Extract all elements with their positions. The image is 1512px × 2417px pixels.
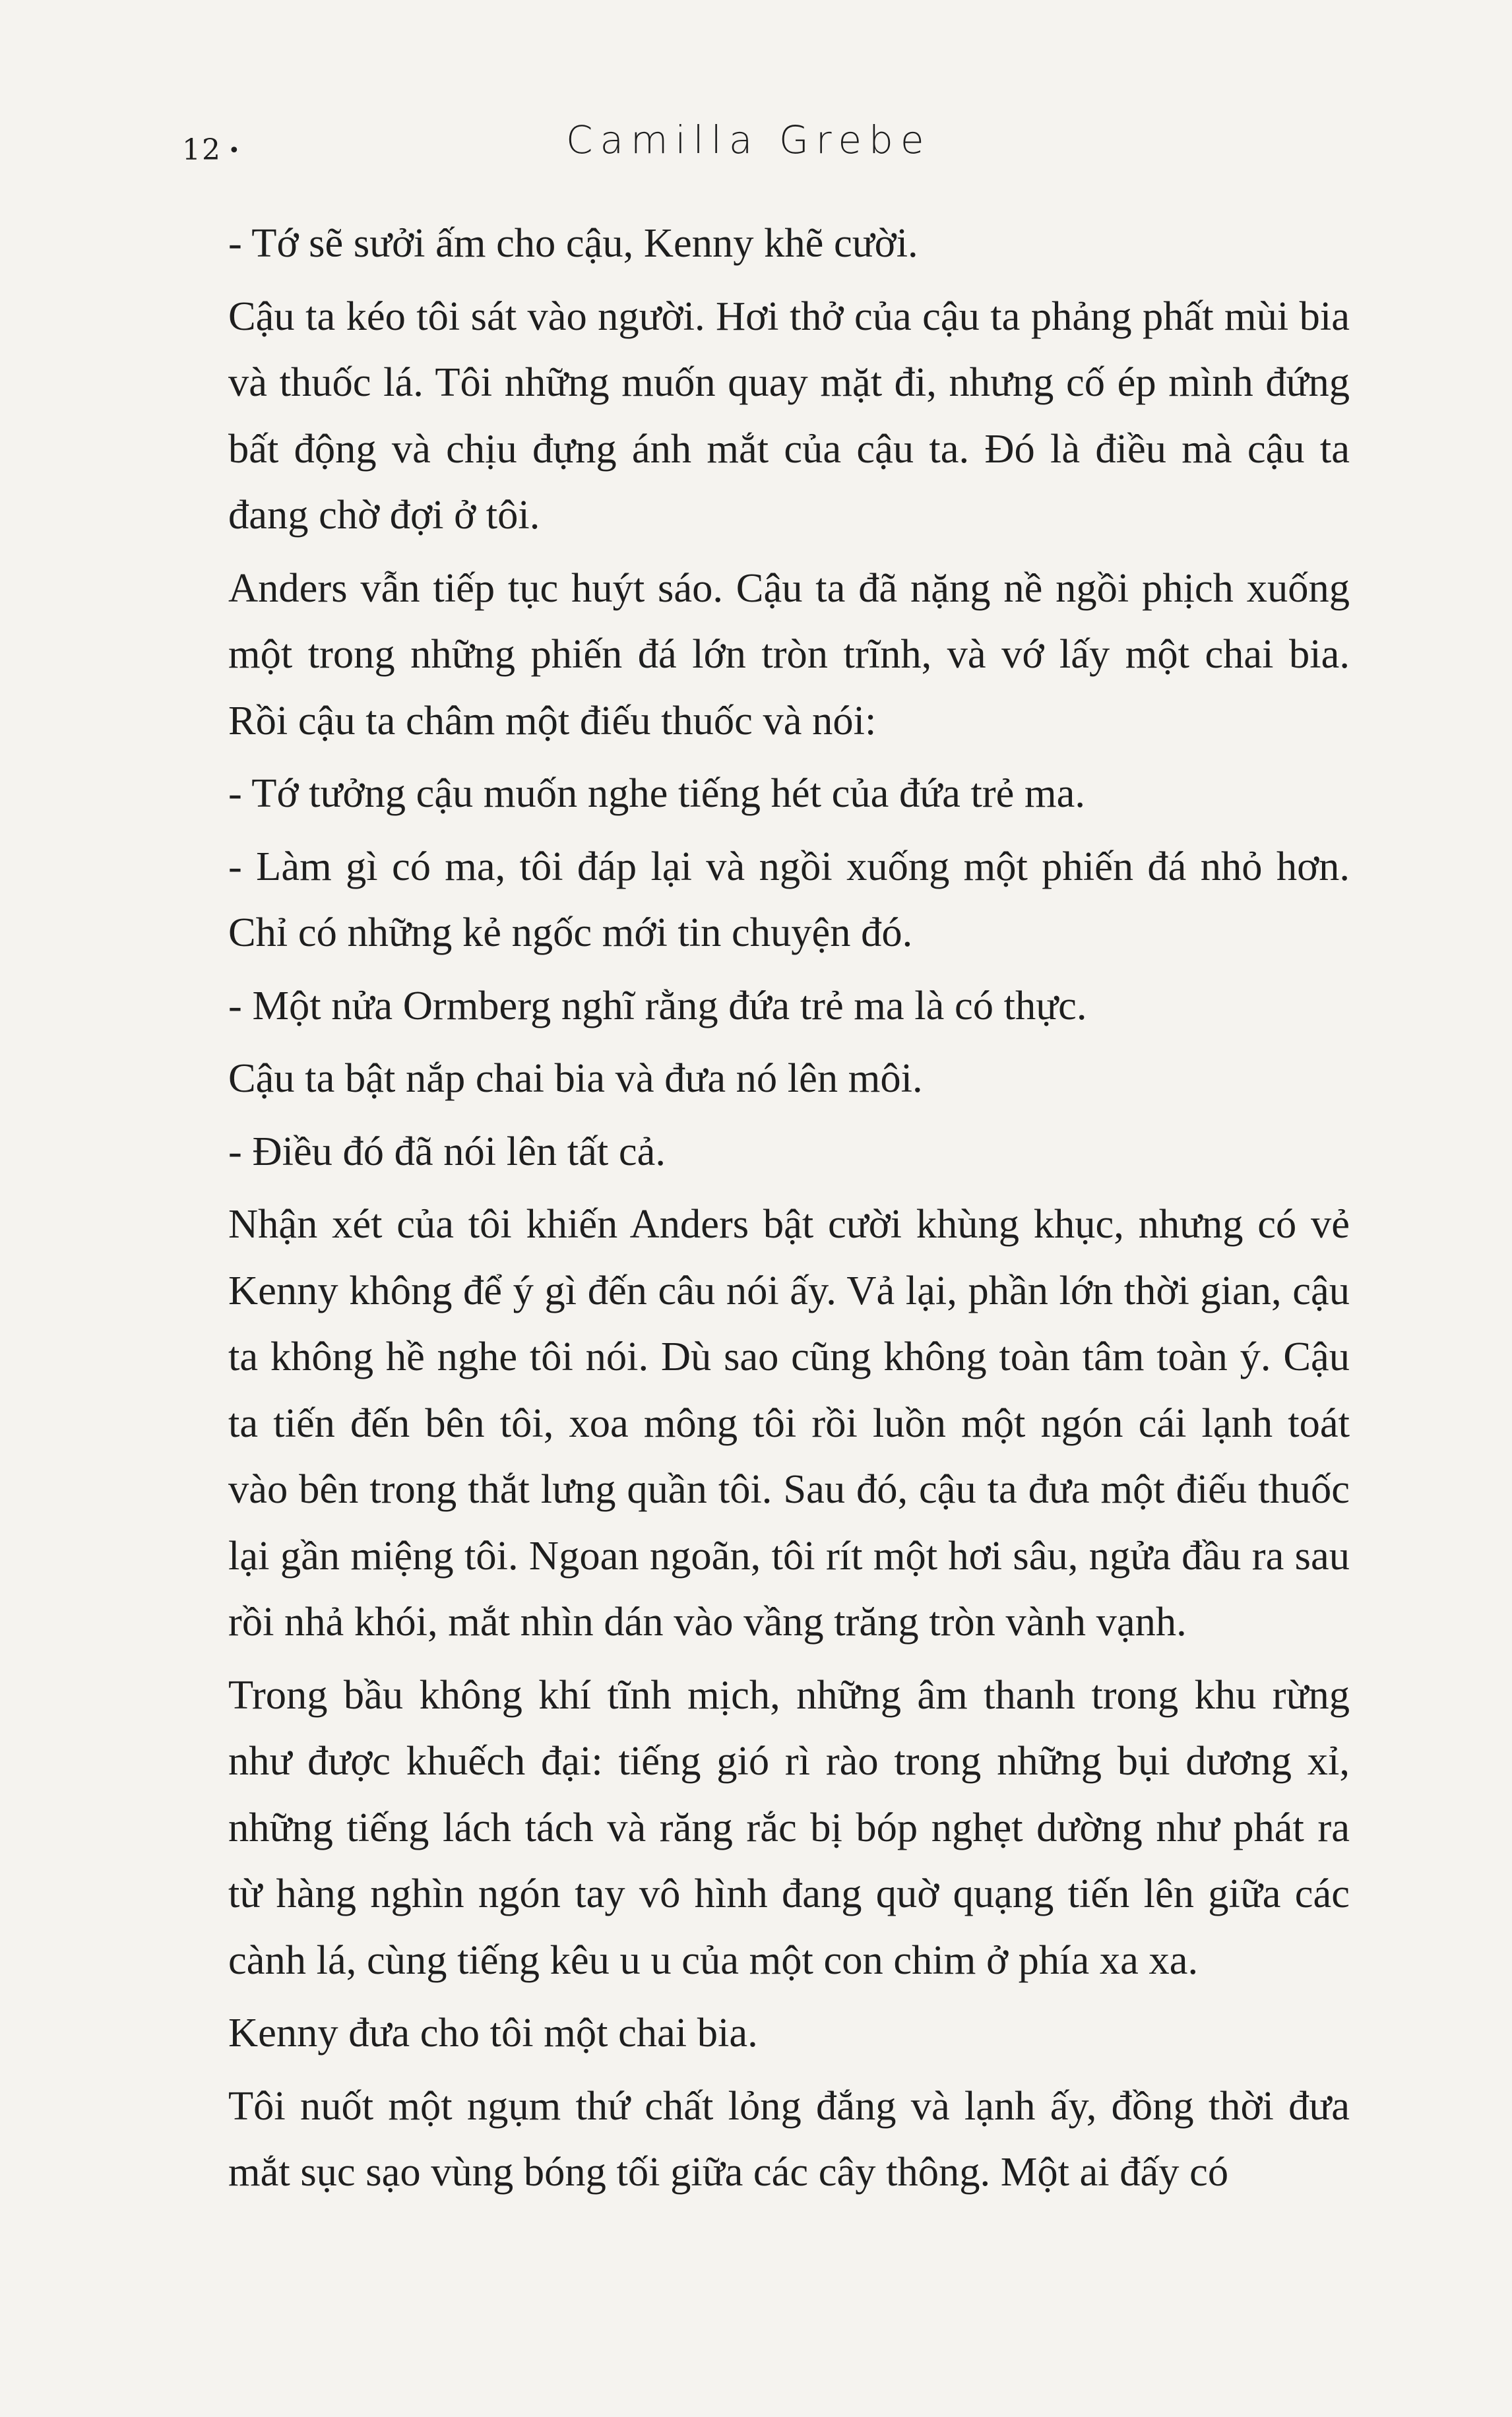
paragraph: - Tớ sẽ sưởi ấm cho cậu, Kenny khẽ cười. — [228, 220, 918, 266]
paragraph: - Làm gì có ma, tôi đáp lại và ngồi xuống một phiến đá nhỏ hơn. Chỉ có những kẻ ngốc mới tin chuyện đó. — [228, 842, 1350, 955]
paragraph: Cậu ta kéo tôi sát vào người. Hơi thở của cậu ta phảng phất mùi bia và thuốc lá. Tôi những muốn quay mặt đi, nhưng cố ép mình đứng bất động và chịu đựng ánh mắt của cậu ta. Đó là điều mà cậu ta đang chờ đợi ở tôi. — [228, 292, 1350, 538]
paragraph: Nhận xét của tôi khiến Anders bật cười khùng khục, nhưng có vẻ Kenny không để ý gì đến câu nói ấy. Vả lại, phần lớn thời gian, cậu ta không hề nghe tôi nói. Dù sao cũng không toàn tâm toàn ý. Cậu ta tiến đến bên tôi, xoa mông tôi rồi luồn một ngón cái lạnh toát vào bên trong thắt lưng quần tôi. Sau đó, cậu ta đưa một điếu thuốc lại gần miệng tôi. Ngoan ngoãn, tôi rít một hơi sâu, ngửa đầu ra sau rồi nhả khói, mắt nhìn dán vào vầng trăng tròn vành vạnh. — [228, 1201, 1350, 1645]
page-header — [177, 117, 1351, 177]
running-head-author: Camilla Grebe — [566, 117, 931, 162]
page-number-ornament: • — [228, 139, 241, 162]
paragraph: - Điều đó đã nói lên tất cả. — [228, 1127, 666, 1174]
paragraph: - Tớ tưởng cậu muốn nghe tiếng hét của đứa trẻ ma. — [228, 770, 1085, 816]
paragraph: Anders vẫn tiếp tục huýt sáo. Cậu ta đã nặng nề ngồi phịch xuống một trong những phiến đá lớn tròn trĩnh, và vớ lấy một chai bia. Rồi cậu ta châm một điếu thuốc và nói: — [228, 564, 1350, 743]
paragraph: Cậu ta bật nắp chai bia và đưa nó lên môi. — [228, 1055, 923, 1101]
paragraph: Kenny đưa cho tôi một chai bia. — [228, 2009, 758, 2056]
body-text — [228, 210, 1350, 2212]
paragraph: Trong bầu không khí tĩnh mịch, những âm thanh trong khu rừng như được khuếch đại: tiếng gió rì rào trong những bụi dương xỉ, những tiếng lách tách và răng rắc bị bóp nghẹt dường như phát ra từ hàng nghìn ngón tay vô hình đang quờ quạng tiến lên giữa các cành lá, cùng tiếng kêu u u của một con chim ở phía xa xa. — [228, 1671, 1350, 1983]
paragraph: Tôi nuốt một ngụm thứ chất lỏng đắng và lạnh ấy, đồng thời đưa mắt sục sạo vùng bóng tối giữa các cây thông. Một ai đấy có — [228, 2082, 1350, 2195]
paragraph: - Một nửa Ormberg nghĩ rằng đứa trẻ ma là có thực. — [228, 982, 1087, 1028]
page-number: 12 • — [182, 133, 241, 167]
